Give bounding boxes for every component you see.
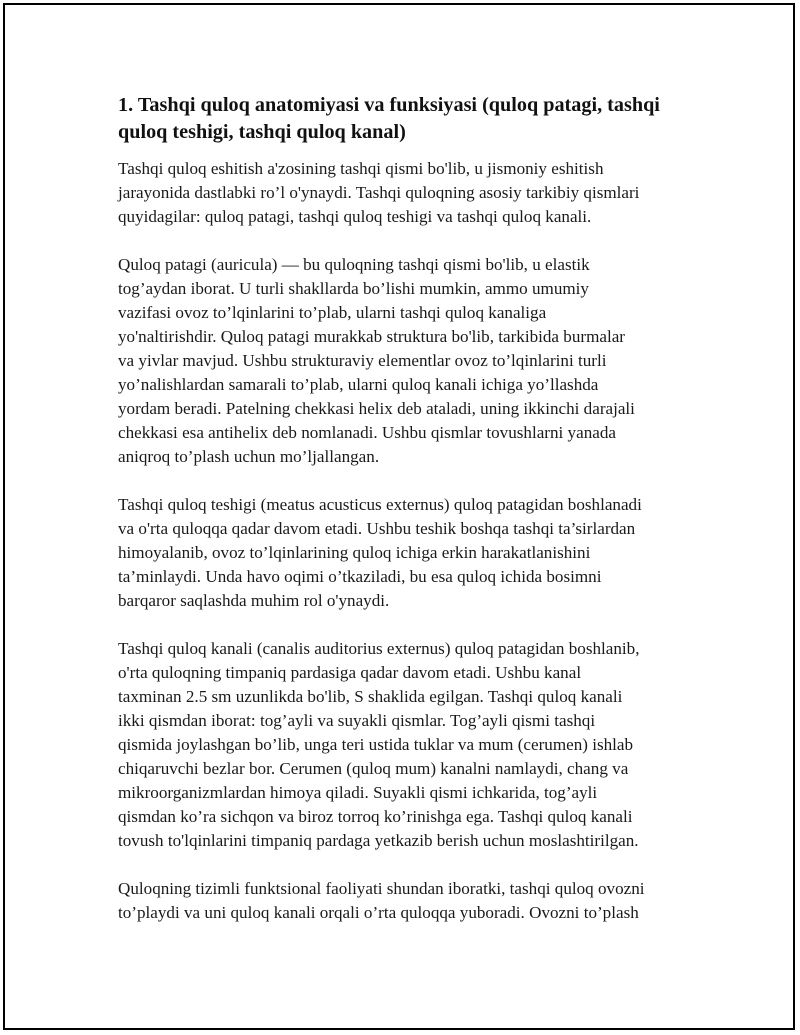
text-line: mikroorganizmlardan himoya qiladi. Suyakli qismi ichkarida, tog’ayli — [118, 783, 598, 802]
text-line: ikki qismdan iborat: tog’ayli va suyakli qismlar. Tog’ayli qismi tashqi — [118, 711, 596, 730]
text-line: himoyalanib, ovoz to’lqinlarining quloq ichiga erkin harakatlanishini — [118, 543, 591, 562]
text-line: to’playdi va uni quloq kanali orqali o’rta quloqqa yuboradi. Ovozni to’plash — [118, 903, 639, 922]
text-line: chiqaruvchi bezlar bor. Cerumen (quloq mum) kanalni namlaydi, chang va — [118, 759, 629, 778]
text-line: chekkasi esa antihelix deb nomlanadi. Ushbu qismlar tovushlarni yanada — [118, 423, 616, 442]
text-line: yo’nalishlardan samarali to’plab, ularni quloq kanali ichiga yo’llashda — [118, 375, 599, 394]
text-line: ta’minlaydi. Unda havo oqimi o’tkaziladi, bu esa quloq ichida bosimni — [118, 567, 602, 586]
text-line: jarayonida dastlabki ro’l o'ynaydi. Tashqi quloqning asosiy tarkibiy qismlari — [118, 183, 640, 202]
text-line: qismdan ko’ra sichqon va biroz torroq ko’rinishga ega. Tashqi quloq kanali — [118, 807, 633, 826]
text-line: yo'naltirishdir. Quloq patagi murakkab struktura bo'lib, tarkibida burmalar — [118, 327, 625, 346]
text-line: yordam beradi. Patelning chekkasi helix deb ataladi, uning ikkinchi darajali — [118, 399, 635, 418]
text-line: tog’aydan iborat. U turli shakllarda bo’lishi mumkin, ammo umumiy — [118, 279, 589, 298]
paragraph-meatus — [118, 493, 688, 613]
section-title-line: quloq teshigi, tashqi quloq kanal) — [118, 121, 406, 143]
text-line: quyidagilar: quloq patagi, tashqi quloq teshigi va tashqi quloq kanali. — [118, 207, 592, 226]
text-line: va yivlar mavjud. Ushbu strukturaviy elementlar ovoz to’lqinlarini turli — [118, 351, 607, 370]
text-line: Quloqning tizimli funktsional faoliyati shundan iboratki, tashqi quloq ovozni — [118, 879, 645, 898]
text-line: qismida joylashgan bo’lib, unga teri ustida tuklar va mum (cerumen) ishlab — [118, 735, 634, 754]
section-title-line: 1. Tashqi quloq anatomiyasi va funksiyasi (quloq patagi, tashqi — [118, 94, 660, 116]
text-line: Tashqi quloq eshitish a'zosining tashqi qismi bo'lib, u jismoniy eshitish — [118, 159, 604, 178]
text-line: vazifasi ovoz to’lqinlarini to’plab, ularni tashqi quloq kanaliga — [118, 303, 547, 322]
text-line: va o'rta quloqqa qadar davom etadi. Ushbu teshik boshqa tashqi ta’sirlardan — [118, 519, 636, 538]
paragraph-function — [118, 877, 688, 925]
text-line: tovush to'lqinlarini timpaniq pardaga yetkazib berish uchun moslashtirilgan. — [118, 831, 639, 850]
text-line: barqaror saqlashda muhim rol o'ynaydi. — [118, 591, 390, 610]
text-line: Tashqi quloq kanali (canalis auditorius externus) quloq patagidan boshlanib, — [118, 639, 640, 658]
paragraph-auricula — [118, 253, 688, 469]
text-line: Tashqi quloq teshigi (meatus acusticus externus) quloq patagidan boshlanadi — [118, 495, 642, 514]
paragraph-intro — [118, 157, 688, 229]
document-body — [118, 92, 688, 949]
section-title — [118, 92, 688, 146]
text-line: Quloq patagi (auricula) — bu quloqning tashqi qismi bo'lib, u elastik — [118, 255, 590, 274]
paragraph-canal — [118, 637, 688, 853]
text-line: aniqroq to’plash uchun mo’ljallangan. — [118, 447, 380, 466]
text-line: taxminan 2.5 sm uzunlikda bo'lib, S shaklida egilgan. Tashqi quloq kanali — [118, 687, 623, 706]
text-line: o'rta quloqning timpaniq pardasiga qadar davom etadi. Ushbu kanal — [118, 663, 582, 682]
